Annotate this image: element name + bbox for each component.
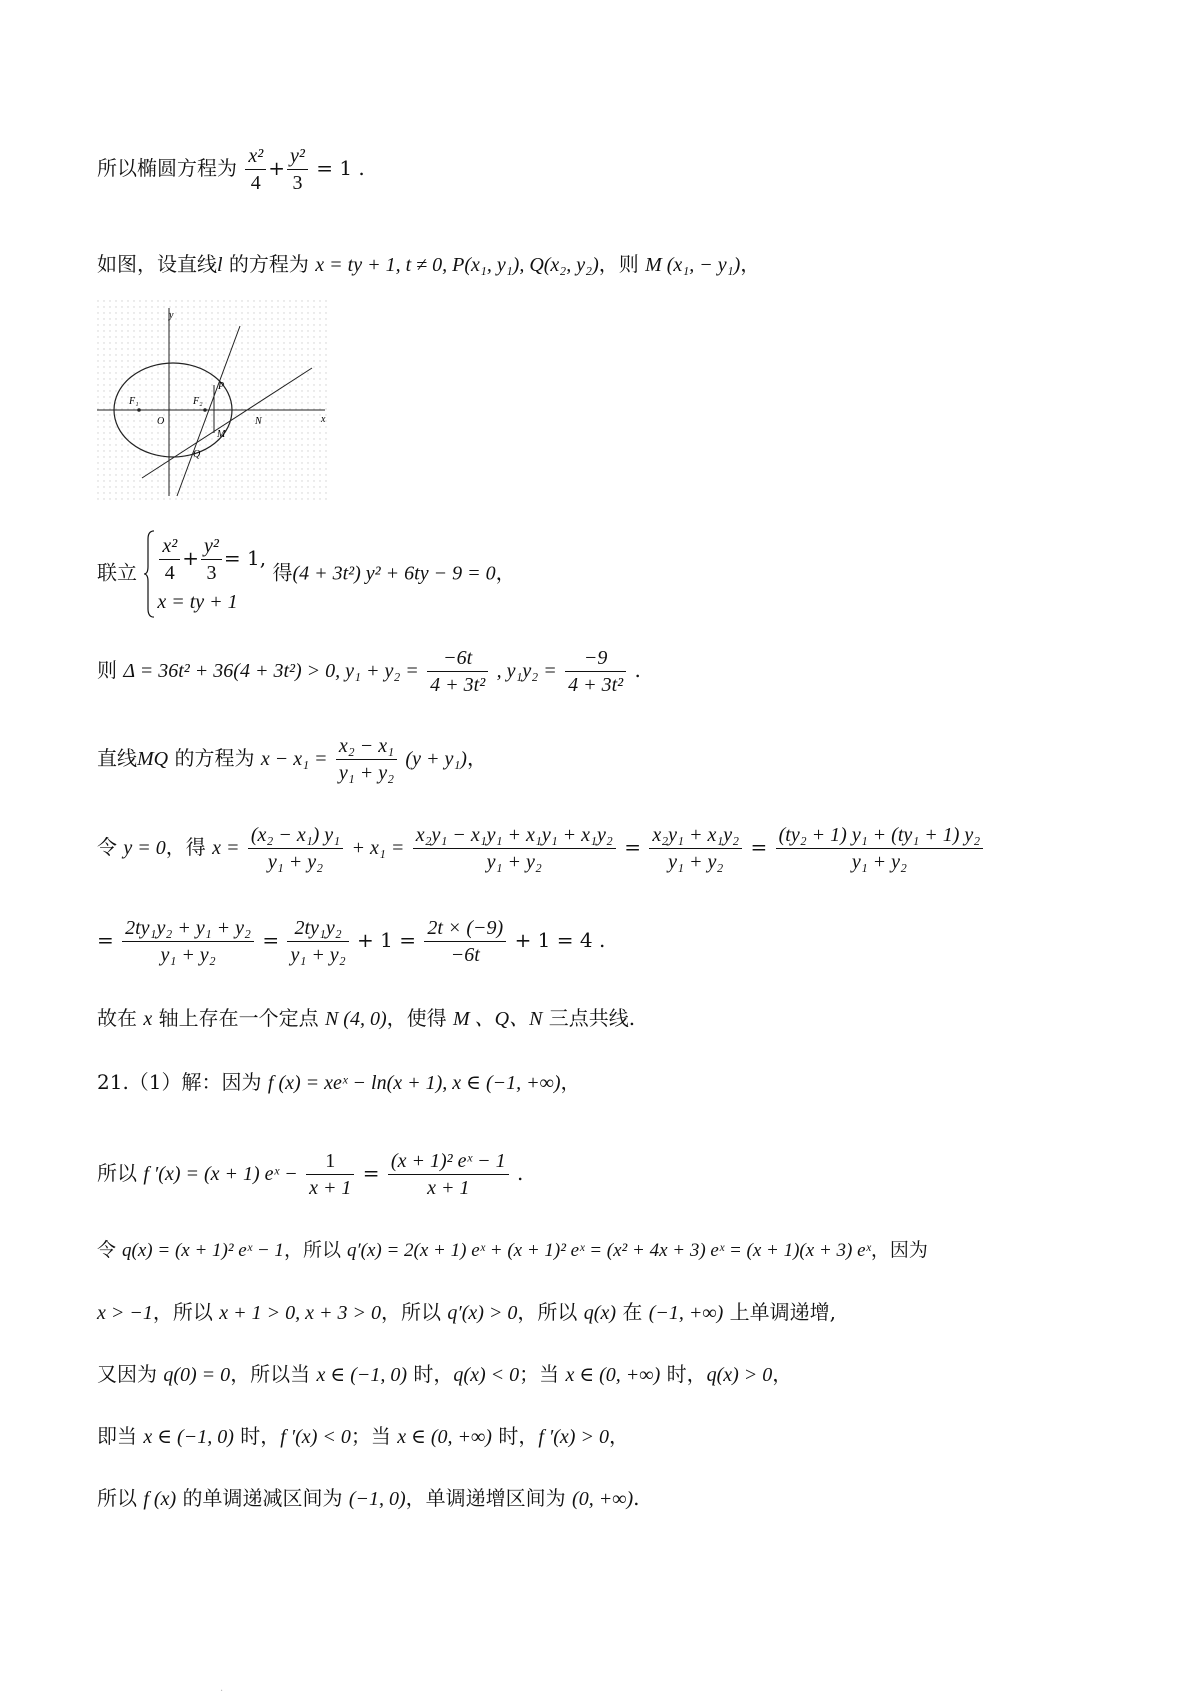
sign-q-line: 又因为 q(0) = 0，所以当 x ∈ (−1, 0) 时，q(x) < 0；当 x ∈ (0, +∞) 时，q(x) > 0， (97, 1362, 793, 1386)
text: 所以椭圆方程为 (97, 156, 237, 180)
compute-x-line: 令 y = 0，得 x = $\frac{\text{(x₂ − x₁) y₁}}{\text{y₁ + y₂}}$ + x₁ = $\frac{\text{x₂y₁ − x₁y₁ + x₁y₁ + x₁y₂}}{\text{y₁ + y₂}}$ = $\frac{\text{x₂y₁ + x₁y₂}}{\text{y₁ + y₂}}$ = $\frac{\text{(ty₂ + 1) y₁ + (ty₁ + 1) y₂}}{\text{y₁ + y₂}}$ (97, 822, 985, 875)
fraction: $\frac{\text{y²}}{3}$ (287, 143, 308, 196)
derivative-line: 所以 f ′(x) = (x + 1) eˣ − $\frac{1}{x + 1}$ = $\frac{\text{(x + 1)² eˣ − 1}}{x + 1}$ . (97, 1150, 524, 1199)
problem-21-line: 21.（1）解：因为 f (x) = xeˣ − ln(x + 1), x ∈ (−1, +∞)， (97, 1070, 581, 1094)
label-x: x (321, 414, 326, 425)
system-line: 联立 $\frac{\text{x²}}{4}$ + $\frac{\text{y²}}{3}$ = 1, x = ty + 1 得(4 + 3t²) y² + 6ty − 9 = 0， (97, 530, 516, 618)
page-mark: · (220, 1686, 224, 1697)
label-N: N (255, 416, 262, 427)
monotonic-line: x > −1，所以 x + 1 > 0, x + 3 > 0，所以 q′(x) > 0，所以 q(x) 在 (−1, +∞) 上单调递增, (97, 1300, 836, 1324)
fraction: $\frac{\text{x²}}{4}$ (245, 143, 266, 196)
compute-x-result-line: = $\frac{\text{2ty₁y₂ + y₁ + y₂}}{\text{y₁ + y₂}}$ = $\frac{\text{2ty₁y₂}}{\text{y₁ + y₂}}$ + 1 = $\frac{2t \times (-9)}{-6t}$ + 1 = 4 . (97, 917, 606, 966)
intervals-line: 所以 f (x) 的单调递减区间为 (−1, 0)，单调递增区间为 (0, +∞). (97, 1486, 640, 1510)
label-O: O (157, 416, 165, 427)
label-P: P (218, 381, 225, 392)
equation-system: $\frac{\text{x²}}{4}$ + $\frac{\text{y²}}{3}$ = 1, x = ty + 1 (143, 530, 266, 618)
label-M: M (217, 429, 226, 440)
q-definition-line: 令 q(x) = (x + 1)² eˣ − 1，所以 q′(x) = 2(x + 1) eˣ + (x + 1)² eˣ = (x² + 4x + 3) eˣ = (x + 1)(x + 3) eˣ，因为 (97, 1239, 928, 1261)
label-F1: F₁ (129, 396, 139, 407)
sign-fprime-line: 即当 x ∈ (−1, 0) 时，f ′(x) < 0；当 x ∈ (0, +∞) 时，f ′(x) > 0， (97, 1424, 629, 1448)
conclusion-line: 故在 x 轴上存在一个定点 N (4, 0)，使得 M 、Q、N 三点共线. (97, 1006, 636, 1030)
line-MQ: 直线MQ 的方程为 x − x₁ = $\frac{\text{x₂ − x₁}}{\text{y₁ + y₂}}$ (y + y₁)， (97, 735, 487, 784)
ellipse-equation-line: 所以椭圆方程为 $\frac{\text{x²}}{4}$ + $\frac{\text{y²}}{3}$ = 1 . (97, 145, 365, 194)
ellipse-figure (97, 300, 330, 500)
label-y: y (169, 310, 174, 321)
label-F2: F₂ (193, 396, 203, 407)
label-Q: Q (193, 449, 201, 460)
line-setup: 如图，设直线l 的方程为 x = ty + 1, t ≠ 0, P(x₁, y₁), Q(x₂, y₂)，则 M (x₁, − y₁)， (97, 252, 761, 276)
discriminant-line: 则 Δ = 36t² + 36(4 + 3t²) > 0, y₁ + y₂ = $\frac{-6t}{\text{4 + 3t²}}$ , y₁y₂ = $\frac{-9}{\text{4 + 3t²}}$ . (97, 647, 641, 696)
brace-icon (143, 530, 155, 618)
